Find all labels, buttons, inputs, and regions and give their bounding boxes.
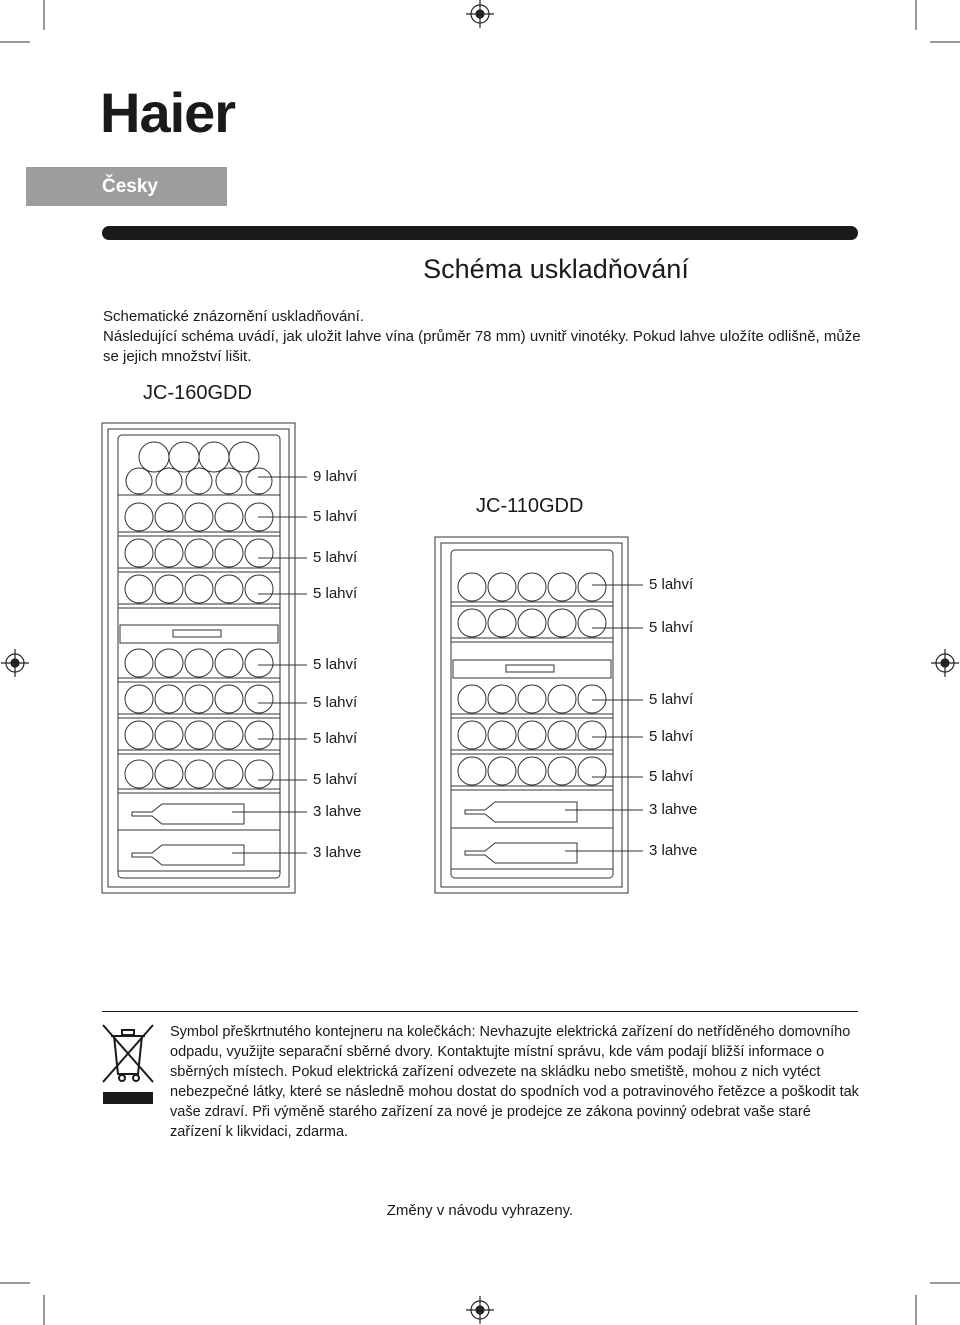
bottle-end	[185, 685, 213, 713]
bottle-end	[216, 468, 242, 494]
bottle-end	[215, 649, 243, 677]
bottle-end	[245, 721, 273, 749]
bottle-end	[185, 721, 213, 749]
display-window	[173, 630, 221, 637]
shelf-capacity-label: 9 lahví	[313, 468, 358, 485]
bottle-end	[548, 757, 576, 785]
page-title: Schéma uskladňování	[423, 254, 689, 284]
bottle-end	[215, 539, 243, 567]
bottle-end	[125, 539, 153, 567]
divider-line	[102, 1011, 858, 1012]
bottle-end	[155, 685, 183, 713]
bottle-end	[185, 503, 213, 531]
bottle-end	[169, 442, 199, 472]
cabinet-frame-inner	[108, 429, 289, 887]
bottle-end	[155, 539, 183, 567]
bottle-end	[215, 503, 243, 531]
bottle-end	[126, 468, 152, 494]
bottle-end	[518, 757, 546, 785]
shelf-capacity-label: 3 lahve	[313, 844, 362, 861]
weee-crossed-bin-icon	[100, 1022, 158, 1108]
bottle-end	[458, 573, 486, 601]
shelf-capacity-label: 5 lahví	[313, 771, 358, 788]
shelf-capacity-label: 5 lahví	[649, 768, 694, 785]
bottle-end	[125, 503, 153, 531]
model-label-jc160: JC-160GDD	[143, 382, 252, 404]
shelf-capacity-label: 3 lahve	[649, 842, 698, 859]
bottle-end	[155, 721, 183, 749]
bottle-end	[488, 609, 516, 637]
cabinet-frame-inner	[441, 543, 622, 887]
bottle-end	[155, 503, 183, 531]
bottle-end	[488, 685, 516, 713]
shelf-capacity-label: 5 lahví	[313, 656, 358, 673]
bottle-end	[245, 685, 273, 713]
cabinet-frame	[435, 537, 628, 893]
model-label-jc110: JC-110GDD	[476, 495, 584, 517]
shelf-capacity-label: 5 lahví	[649, 576, 694, 593]
bottle-end	[185, 760, 213, 788]
bottle-end	[458, 609, 486, 637]
shelf-capacity-label: 5 lahví	[313, 585, 358, 602]
bottle-end	[518, 573, 546, 601]
bottle-end	[458, 685, 486, 713]
shelf-capacity-label: 5 lahví	[313, 549, 358, 566]
bottle-end	[245, 575, 273, 603]
brand-logo: Haier	[100, 81, 236, 144]
shelf-capacity-label: 5 lahví	[313, 508, 358, 525]
bottle-end	[518, 609, 546, 637]
bottle-end	[488, 721, 516, 749]
bottle-end	[199, 442, 229, 472]
shelf-capacity-label: 3 lahve	[649, 801, 698, 818]
bottle-end	[155, 760, 183, 788]
shelf-capacity-label: 5 lahví	[649, 691, 694, 708]
shelf-capacity-label: 3 lahve	[313, 803, 362, 820]
control-panel	[120, 625, 278, 643]
bottle-end	[245, 760, 273, 788]
bottle-end	[215, 760, 243, 788]
bottle-end	[155, 575, 183, 603]
bottle-end	[155, 649, 183, 677]
bottle-side	[132, 804, 244, 824]
bottle-end	[139, 442, 169, 472]
bottle-end	[458, 721, 486, 749]
bottle-end	[488, 573, 516, 601]
bottle-end	[548, 573, 576, 601]
bottle-end	[246, 468, 272, 494]
bottle-end	[186, 468, 212, 494]
bottle-end	[578, 609, 606, 637]
bottle-end	[578, 685, 606, 713]
bottle-end	[215, 685, 243, 713]
bottle-end	[458, 757, 486, 785]
bottle-end	[125, 649, 153, 677]
bottle-end	[578, 573, 606, 601]
bottle-end	[578, 757, 606, 785]
bottle-end	[156, 468, 182, 494]
bottle-end	[548, 609, 576, 637]
intro-line: Schematické znázornění uskladňování.	[103, 308, 364, 325]
bottle-end	[548, 685, 576, 713]
shelf-capacity-label: 5 lahví	[649, 619, 694, 636]
shelf-capacity-label: 5 lahví	[313, 694, 358, 711]
bottle-end	[488, 757, 516, 785]
shelf-capacity-label: 5 lahví	[313, 730, 358, 747]
bottle-end	[185, 575, 213, 603]
control-panel	[453, 660, 611, 678]
bottle-end	[548, 721, 576, 749]
weee-disposal-text: Symbol přeškrtnutého kontejneru na kolečkách: Nevhazujte elektrická zařízení do netříděného domovního odpadu, využijte separační sběrné dvory. Kontaktujte místní správu, kde vám podají bližší informace o sběrných místech. Pokud elektrická zařízení odvezete na skládku nebo smetiště, mohou z nich vytéct nebezpečné látky, které se následně mohou dostat do spodních vod a potravinového řetězce a poškodit tak vaše zdraví. Při výměně starého zařízení za nové je prodejce ze zákona povinný odebrat vaše staré zařízení k likvidaci, zdarma.	[170, 1024, 859, 1140]
bottle-end	[125, 721, 153, 749]
bottle-end	[125, 760, 153, 788]
bottle-end	[185, 649, 213, 677]
bottle-end	[518, 721, 546, 749]
bottle-end	[518, 685, 546, 713]
shelf-capacity-label: 5 lahví	[649, 728, 694, 745]
bottle-end	[578, 721, 606, 749]
bottle-end	[215, 721, 243, 749]
bottle-end	[215, 575, 243, 603]
language-tab: Česky	[26, 167, 227, 206]
display-window	[506, 665, 554, 672]
bottle-side	[465, 843, 577, 863]
intro-line: Následující schéma uvádí, jak uložit lahve vína (průměr 78 mm) uvnitř vinotéky. Pokud lahve uložíte odlišně, může se jejich množství lišit.	[103, 328, 861, 365]
bottle-side	[132, 845, 244, 865]
bottle-end	[229, 442, 259, 472]
bottle-side	[465, 802, 577, 822]
bottle-end	[125, 575, 153, 603]
bottle-end	[125, 685, 153, 713]
bottle-end	[245, 649, 273, 677]
bottle-end	[185, 539, 213, 567]
bottle-end	[245, 539, 273, 567]
footer-note: Změny v návodu vyhrazeny.	[386, 1202, 574, 1219]
